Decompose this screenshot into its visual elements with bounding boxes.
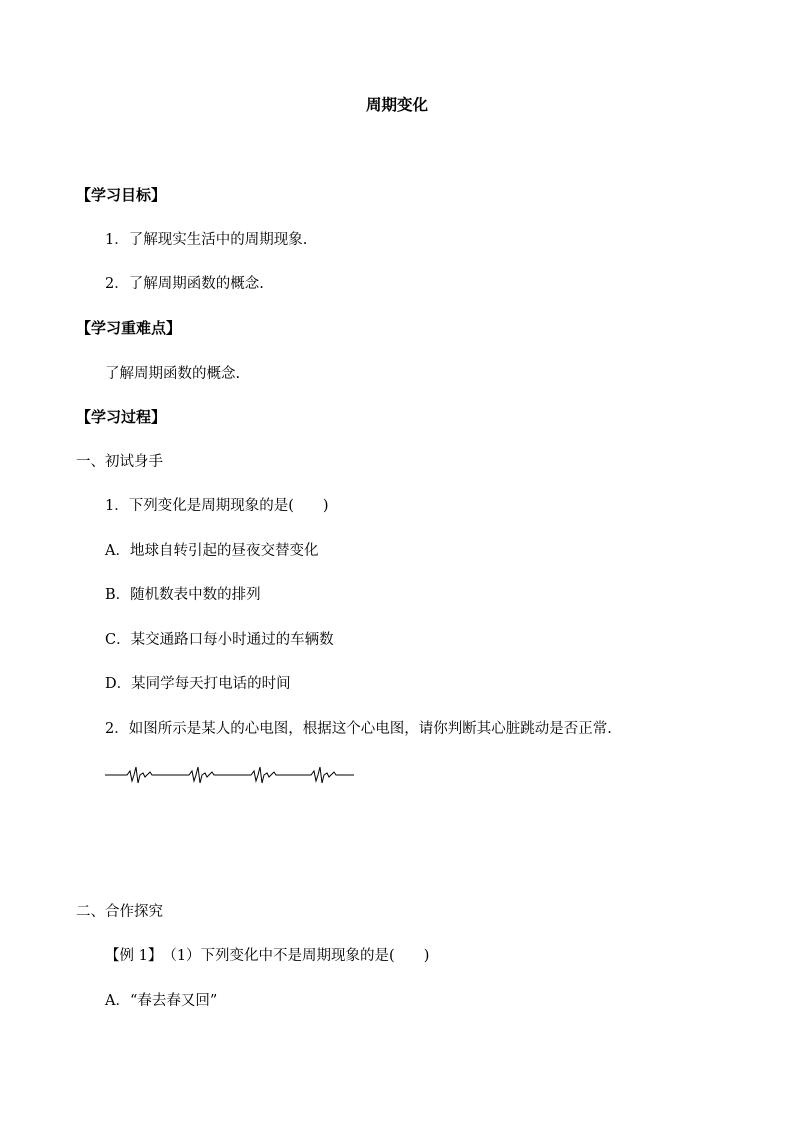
goal-item-2: 2．了解周期函数的概念. [105, 276, 264, 292]
question-1-option-b: B．随机数表中数的排列 [105, 587, 261, 603]
example-1-option-a: A．“春去春又回” [105, 993, 218, 1009]
question-1-option-c: C．某交通路口每小时通过的车辆数 [105, 632, 334, 648]
question-1-option-a: A．地球自转引起的昼夜交替变化 [105, 543, 319, 559]
page-title: 周期变化 [365, 95, 428, 114]
question-1-option-d: D．某同学每天打电话的时间 [105, 676, 291, 692]
section-2-heading: 二、合作探究 [76, 904, 163, 920]
question-2: 2．如图所示是某人的心电图，根据这个心电图，请你判断其心脏跳动是否正常. [105, 721, 612, 737]
question-1: 1．下列变化是周期现象的是( ) [105, 498, 329, 514]
section-1-heading: 一、初试身手 [76, 454, 163, 470]
process-heading: 【学习过程】 [76, 408, 167, 426]
key-points-text: 了解周期函数的概念. [105, 366, 241, 382]
goal-item-1: 1．了解现实生活中的周期现象. [105, 232, 308, 248]
example-1: 【例 1】 （1）下列变化中不是周期现象的是( ) [105, 948, 430, 964]
ecg-figure [105, 762, 357, 788]
key-points-heading: 【学习重难点】 [76, 319, 182, 337]
goals-heading: 【学习目标】 [76, 186, 167, 204]
